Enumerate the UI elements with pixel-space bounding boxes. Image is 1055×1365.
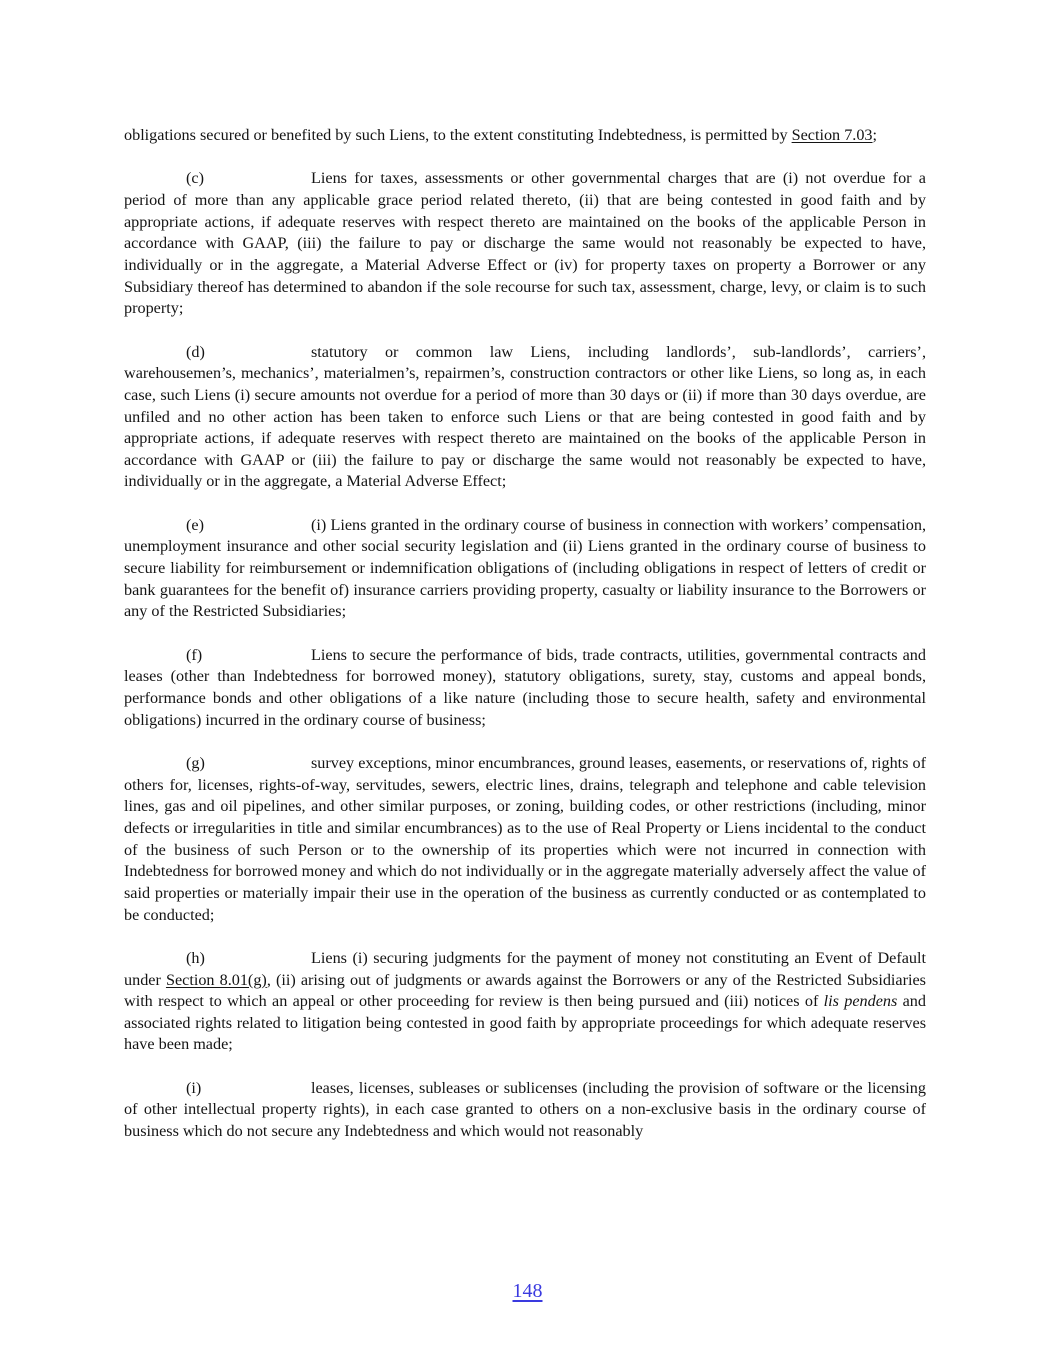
page-number bbox=[0, 1280, 1055, 1303]
clause-text: (i) Liens granted in the ordinary course of business in connection with workers’ compensation, unemployment insurance and other social security legislation and (ii) Liens granted in the ordinary course of business to secure liability for reimbursement or indemnification obligations of (including obligations in respect of letters of credit or bank guarantees for the benefit of) insurance carriers providing property, casualty or liability insurance to the Borrowers or any of the Restricted Subsidiaries; bbox=[124, 515, 926, 621]
clause-label: (c) bbox=[186, 169, 204, 188]
clause-i bbox=[124, 1078, 926, 1143]
clause-text: Liens to secure the performance of bids, trade contracts, utilities, governmental contracts and leases (other than Indebtedness for borrowed money), statutory obligations, surety, stay, customs and appeal bonds, performance bonds and other obligations of a like nature (including those to secure health, safety and environmental obligations) incurred in the ordinary course of business; bbox=[124, 645, 926, 729]
clause-label: (i) bbox=[186, 1078, 202, 1097]
section-8-01g-link[interactable]: Section 8.01(g) bbox=[165, 970, 267, 989]
continuation-text: obligations secured or benefited by such Liens, to the extent constituting Indebtedness, is permitted by bbox=[124, 126, 792, 144]
clause-g bbox=[124, 753, 926, 926]
clause-text: statutory or common law Liens, including landlords’, sub-landlords’, carriers’, warehousemen’s, mechanics’, materialmen’s, repairmen’s, construction contractors or other like Liens, so long as, in each case, such Liens (i) secure amounts not overdue for a period of more than 30 days or (ii) if more than 30 days overdue, are unfiled and no other action has been taken to enforce such Liens or that are being contested in good faith and by appropriate actions, if adequate reserves with respect thereto are maintained on the books of the applicable Person in accordance with GAAP or (iii) the failure to pay or discharge the same would not reasonably be expected to have, individually or in the aggregate, a Material Adverse Effect; bbox=[124, 342, 926, 491]
clause-label: (e) bbox=[186, 515, 204, 534]
clause-label: (f) bbox=[186, 645, 203, 664]
clause-label: (g) bbox=[186, 753, 205, 772]
clause-text: , (ii) arising out of judgments or awards against the Borrowers or any of the Restricted Subsidiaries with respect to which an appeal or other proceeding for review is then being pursued and (iii) notices of bbox=[124, 970, 926, 1011]
clause-f bbox=[124, 645, 926, 732]
clause-text: leases, licenses, subleases or sublicenses (including the provision of software or the licensing of other intellectual property rights), in each case granted to others on a non-exclusive basis in the ordinary course of business which do not secure any Indebtedness and which would not reasonably bbox=[124, 1078, 926, 1141]
clause-h bbox=[124, 948, 926, 1056]
section-7-03-link[interactable]: Section 7.03 bbox=[791, 126, 873, 144]
page-number-link[interactable]: 148 bbox=[512, 1280, 543, 1302]
document-page bbox=[124, 125, 926, 1164]
clause-d bbox=[124, 342, 926, 494]
clause-text: survey exceptions, minor encumbrances, ground leases, easements, or reservations of, rights of others for, licenses, rights-of-way, servitudes, sewers, electric lines, drains, telegraph and telephone and cable television lines, gas and oil pipelines, and other similar purposes, or zoning, building codes, or other restrictions (including, minor defects or irregularities in title and similar encumbrances) as to the use of Real Property or Liens incidental to the conduct of the business of such Person or to the ownership of its properties which were not incurred in connection with Indebtedness for borrowed money and which do not individually or in the aggregate materially adversely affect the value of said properties or materially impair their use in the operation of the business as currently conducted or as contemplated to be conducted; bbox=[124, 753, 926, 924]
clause-label: (h) bbox=[186, 948, 205, 967]
clause-label: (d) bbox=[186, 342, 205, 361]
continuation-end: ; bbox=[872, 126, 878, 144]
continuation-paragraph bbox=[124, 125, 926, 147]
clause-text: Liens for taxes, assessments or other governmental charges that are (i) not overdue for a period of more than any applicable grace period related thereto, (ii) that are being contested in good faith and by appropriate actions, if adequate reserves with respect thereto are maintained on the books of the applicable Person in accordance with GAAP, (iii) the failure to pay or discharge the same would not reasonably be expected to have, individually or in the aggregate, a Material Adverse Effect or (iv) for property taxes on property a Borrower or any Subsidiary thereof has determined to abandon if the sole recourse for such tax, assessment, charge, levy, or claim is to such property; bbox=[124, 169, 926, 318]
lis-pendens-term: lis pendens bbox=[823, 992, 898, 1011]
clause-text: and associated rights related to litigation being contested in good faith by appropriate proceedings for which adequate reserves have been made; bbox=[124, 992, 926, 1054]
clause-text: Liens (i) securing judgments for the payment of money not constituting an Event of Default under bbox=[124, 948, 926, 989]
clause-c bbox=[124, 168, 926, 320]
clause-e bbox=[124, 515, 926, 623]
